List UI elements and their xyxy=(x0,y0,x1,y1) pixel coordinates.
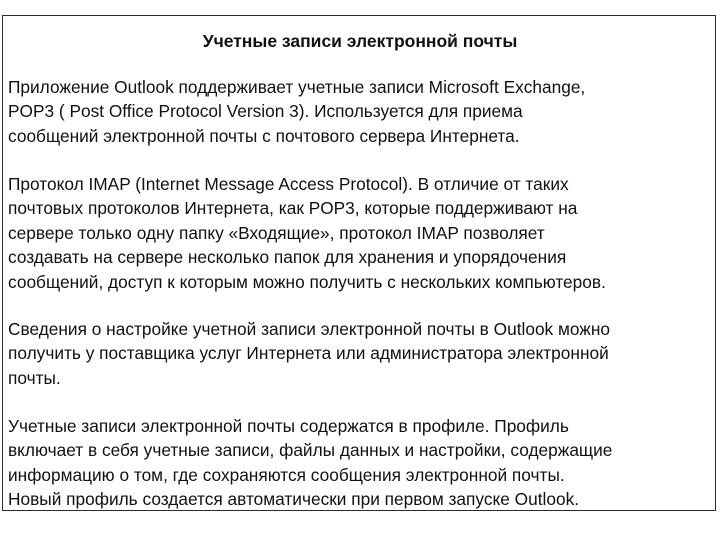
text-line: Новый профиль создается автоматически при первом запуске Outlook. xyxy=(8,489,580,510)
text-line: Сведения о настройке учетной записи электронной почты в Outlook можно xyxy=(8,319,611,339)
text-line: включает в себя учетные записи, файлы данных и настройки, содержащие xyxy=(8,440,613,461)
text-line: сообщений электронной почты с почтового сервера Интернета. xyxy=(8,125,520,146)
paragraph-settings-info xyxy=(8,317,714,390)
text-line: получить у поставщика услуг Интернета или администратора электронной xyxy=(8,343,609,364)
text-line: сервере только одну папку «Входящие», протокол IMAP позволяет xyxy=(8,222,545,243)
text-line: информацию о том, где сохраняются сообщения электронной почты. xyxy=(8,464,565,485)
document-title: Учетные записи электронной почты xyxy=(202,31,518,51)
text-line: создавать на сервере несколько папок для хранения и упорядочения xyxy=(8,247,567,268)
text-line: Приложение Outlook поддерживает учетные записи Microsoft Exchange, xyxy=(8,77,586,97)
text-line: Учетные записи электронной почты содержатся в профиле. Профиль xyxy=(8,416,569,436)
paragraph-imap xyxy=(8,172,714,294)
text-line: POP3 ( Post Office Protocol Version 3). Используется для приема xyxy=(8,101,523,122)
text-line: сообщений, доступ к которым можно получить с нескольких компьютеров. xyxy=(8,271,606,292)
text-line: почты. xyxy=(8,367,61,388)
text-line: Протокол IMAP (Internet Message Access Protocol). В отличие от таких xyxy=(8,174,569,194)
text-line: почтовых протоколов Интернета, как POP3, которые поддерживают на xyxy=(8,198,578,219)
paragraph-profile xyxy=(8,414,714,512)
paragraph-outlook-accounts xyxy=(8,75,714,148)
